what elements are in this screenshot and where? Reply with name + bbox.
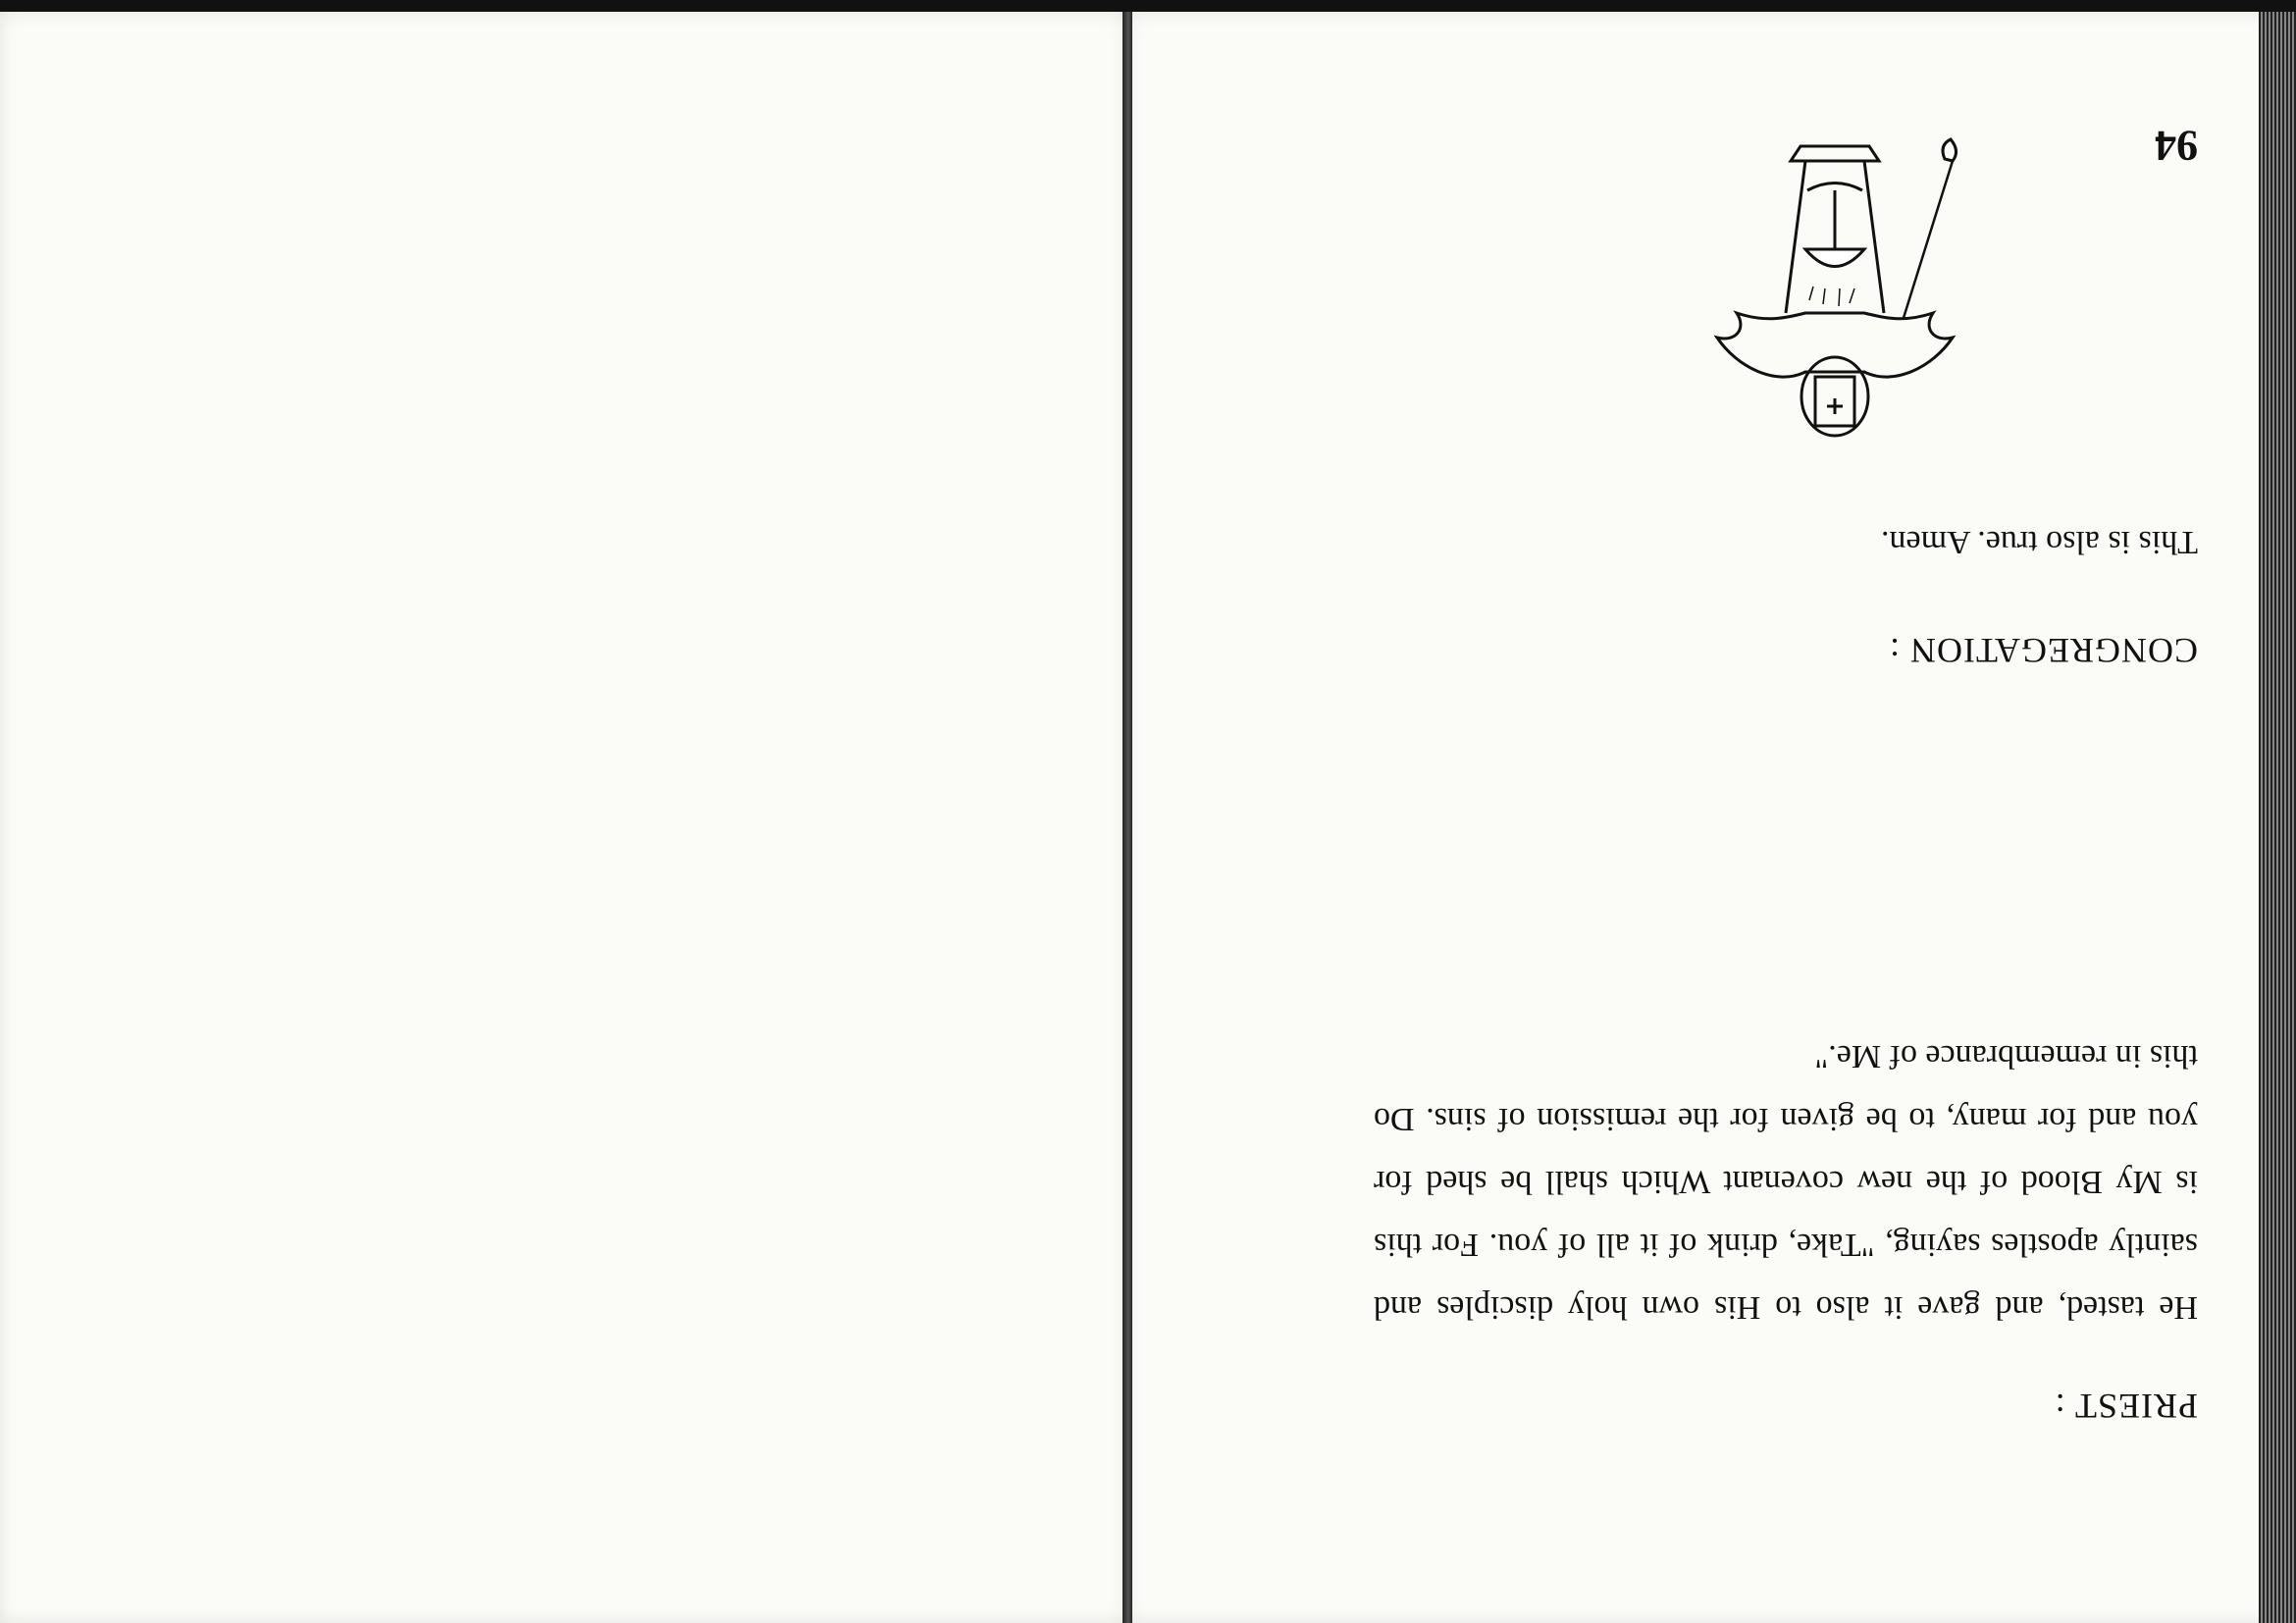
congregation-text: This is also true. Amen. <box>1881 524 2198 560</box>
congregation-label: CONGREGATION : <box>1889 631 2198 670</box>
english-page <box>1126 12 2296 1623</box>
page-edge <box>0 0 2296 12</box>
page-edge <box>2259 12 2296 1623</box>
priest-text: He tasted, and gave it also to His own holy disciples and saintly apostles saying, "Take, drink of it all of you. For this is My Blood of the new covenant Which shall be shed for you and for many, to be given for the remission of sins. Do this in remembrance of Me." <box>1374 1038 2198 1326</box>
book-gutter <box>1122 0 1132 1623</box>
chalice-angel-icon <box>1697 112 1972 485</box>
priest-label: PRIEST : <box>2054 1387 2198 1426</box>
page-number: 94 <box>2155 122 2198 170</box>
coptic-page <box>0 12 1126 1623</box>
